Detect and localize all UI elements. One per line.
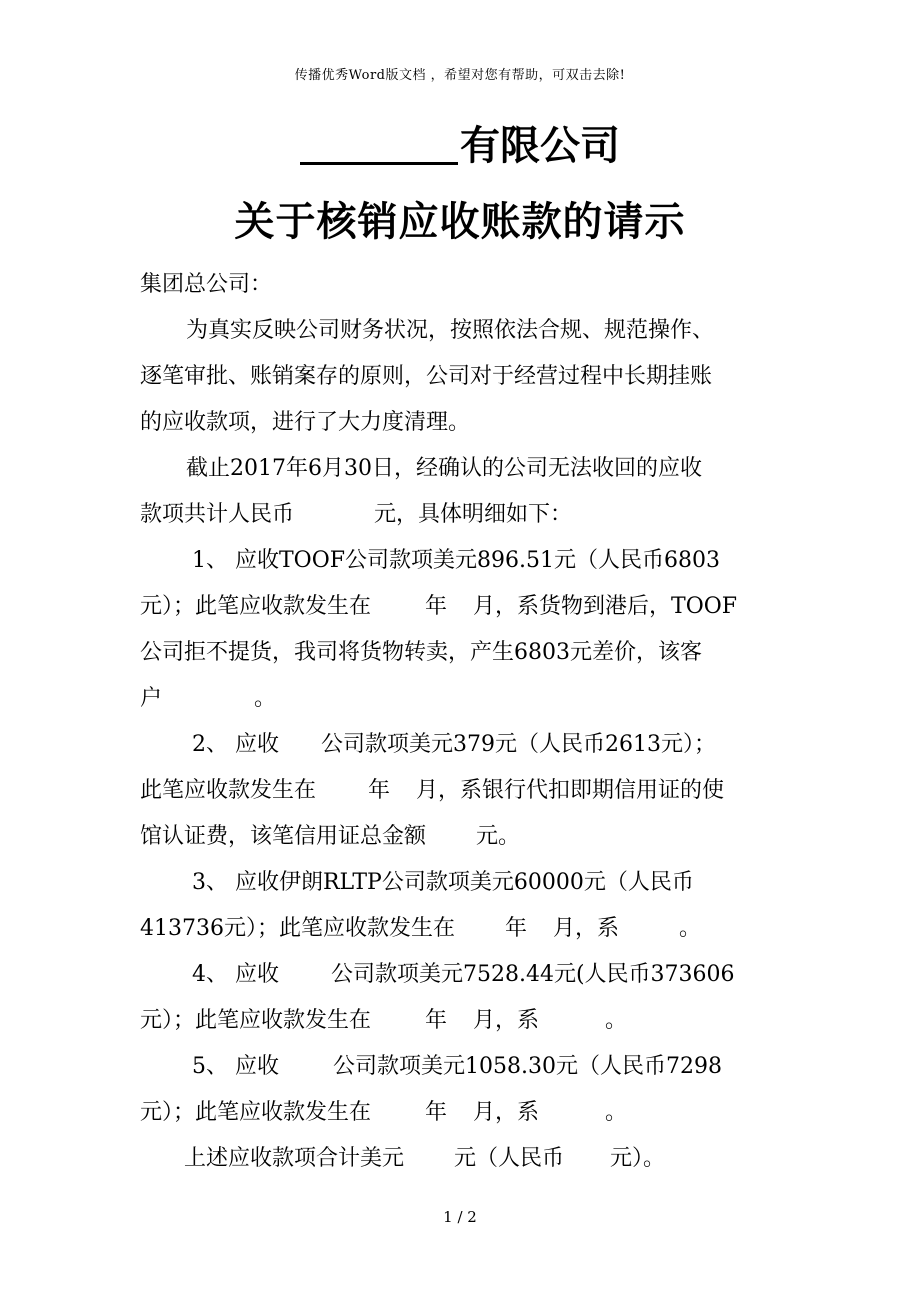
item2-line1a: 2、 应收	[192, 732, 279, 757]
item2-line2c: 月，系银行代扣即期信用证的使	[416, 778, 725, 803]
item5-line1b: 公司款项美元1058.30元（人民币7298	[333, 1054, 722, 1079]
item2-line3	[140, 814, 780, 860]
item1-line2a: 元）；此笔应收款发生在	[140, 594, 372, 619]
item5-line2a: 元）；此笔应收款发生在	[140, 1100, 372, 1125]
para2-line2	[140, 492, 780, 538]
item1-line2c: 月，系货物到港后，TOOF	[473, 594, 738, 619]
salutation: 集团总公司：	[140, 272, 273, 297]
item3-line2	[140, 906, 780, 952]
item3-line2d: 。	[679, 916, 702, 941]
title-subject: 关于核销应收账款的请示	[234, 199, 686, 245]
item1-line3: 公司拒不提货，我司将货物转卖，产生6803元差价，该客	[140, 640, 702, 665]
item3-line2c: 月，系	[553, 916, 620, 941]
item5-line2d: 。	[605, 1100, 628, 1125]
para2-line1: 截止2017年6月30日，经确认的公司无法收回的应收	[186, 456, 702, 481]
item2-line3a: 馆认证费，该笔信用证总金额	[140, 824, 427, 849]
title-company-text: 有限公司	[460, 123, 620, 169]
item1-line4b: 。	[254, 686, 277, 711]
item5-line2c: 月，系	[473, 1100, 540, 1125]
summary-part-b: 元（人民币	[454, 1146, 565, 1171]
para1-line2: 逐笔审批、账销案存的原则，公司对于经营过程中长期挂账	[140, 364, 713, 389]
item4-line2b: 年	[425, 1008, 448, 1033]
item5-line2	[140, 1090, 780, 1136]
para1-line3: 的应收款项，进行了大力度清理。	[140, 410, 471, 435]
item2-line1b: 公司款项美元379元（人民币2613元）；	[321, 732, 716, 757]
item4-line2	[140, 998, 780, 1044]
header-note: 传播优秀Word版文档 ，希望对您有帮助，可双击去除!	[294, 68, 626, 83]
item2-line2a: 此笔应收款发生在	[140, 778, 317, 803]
summary-part-c: 元）。	[610, 1146, 666, 1171]
item1-line4a: 户	[140, 686, 163, 711]
item2-line2	[140, 768, 780, 814]
company-name-blank[interactable]	[300, 122, 458, 165]
item3-line2b: 年	[504, 916, 527, 941]
item5-line1	[140, 1044, 780, 1090]
page-number: 1 / 2	[443, 1208, 477, 1226]
item2-line1	[140, 722, 780, 768]
item2-line3b: 元。	[476, 824, 521, 849]
item1-line4	[140, 676, 780, 722]
item5-line2b: 年	[425, 1100, 448, 1125]
item4-line1	[140, 952, 780, 998]
item3-line2a: 413736元）；此笔应收款发生在	[140, 916, 455, 941]
item2-line2b: 年	[368, 778, 391, 803]
item1-line2	[140, 584, 780, 630]
item1-line2b: 年	[425, 594, 448, 619]
item5-line1a: 5、 应收	[192, 1054, 279, 1079]
para1-line1: 为真实反映公司财务状况，按照依法合规、规范操作、	[186, 318, 715, 343]
item4-line1a: 4、 应收	[192, 962, 279, 987]
summary-line	[140, 1136, 780, 1182]
item4-line2c: 月，系	[473, 1008, 540, 1033]
para2-line2a: 款项共计人民币	[140, 502, 295, 527]
item3-line1: 3、 应收伊朗RLTP公司款项美元60000元（人民币	[192, 870, 694, 895]
document-body	[140, 262, 780, 1182]
title-company	[0, 118, 920, 174]
item4-line2d: 。	[605, 1008, 628, 1033]
summary-part-a: 上述应收款项合计美元	[184, 1146, 405, 1171]
item1-line1: 1、 应收TOOF公司款项美元896.51元（人民币6803	[192, 548, 720, 573]
item4-line2a: 元）；此笔应收款发生在	[140, 1008, 372, 1033]
item4-line1b: 公司款项美元7528.44元(人民币373606	[331, 962, 735, 987]
para2-line2b: 元，具体明细如下：	[374, 502, 573, 527]
